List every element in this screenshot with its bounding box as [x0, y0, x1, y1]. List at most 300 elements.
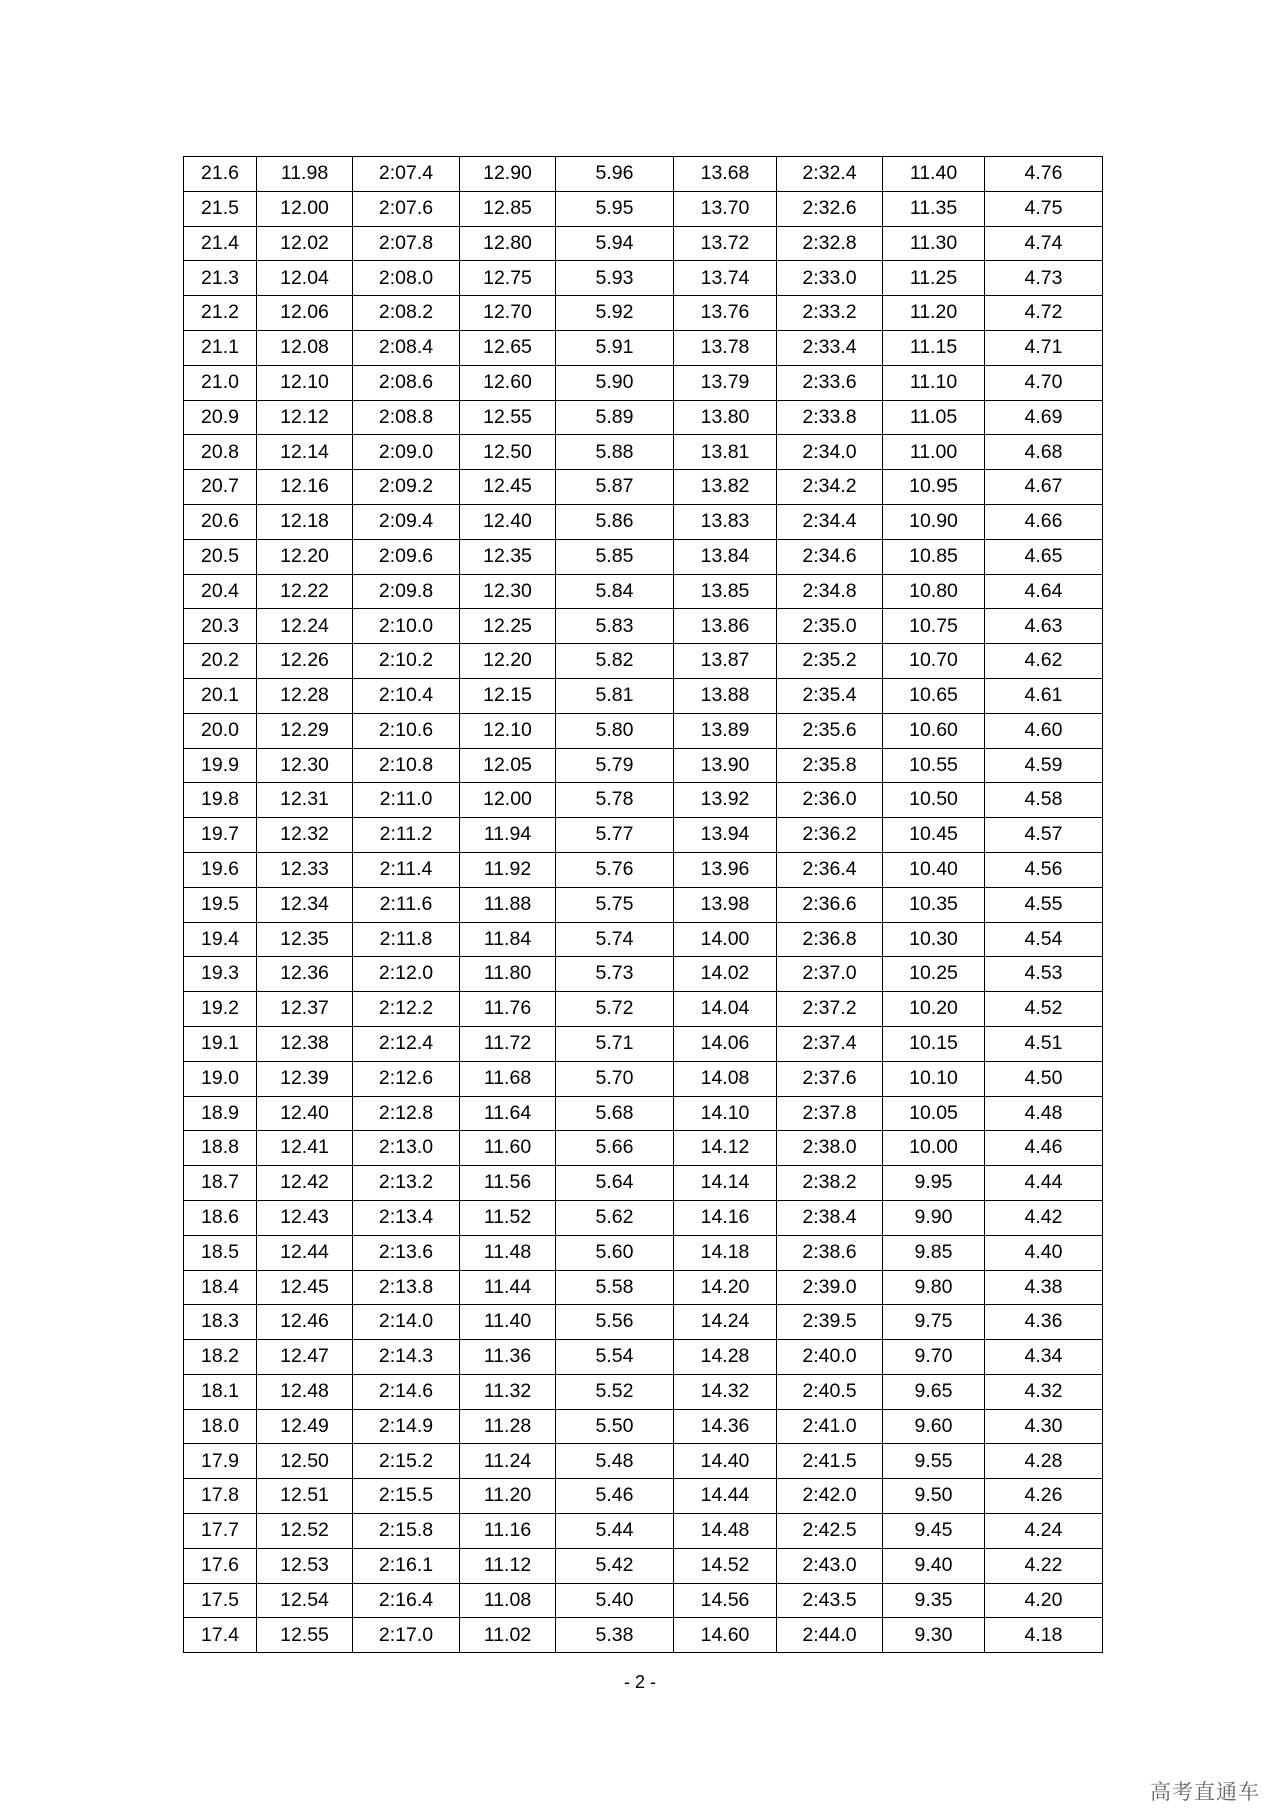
page-number: - 2 - — [623, 1672, 656, 1692]
table-cell: 2:37.8 — [777, 1096, 883, 1131]
table-cell: 11.16 — [460, 1514, 556, 1549]
table-cell: 2:44.0 — [777, 1618, 883, 1653]
table-cell: 9.50 — [883, 1479, 985, 1514]
table-cell: 9.60 — [883, 1409, 985, 1444]
table-cell: 2:35.6 — [777, 713, 883, 748]
score-table — [183, 156, 1103, 1653]
table-cell: 12.50 — [460, 435, 556, 470]
table-cell: 5.91 — [556, 330, 674, 365]
table-cell: 13.89 — [674, 713, 777, 748]
table-cell: 11.28 — [460, 1409, 556, 1444]
table-cell: 10.35 — [883, 887, 985, 922]
table-cell: 12.04 — [257, 261, 353, 296]
table-cell: 2:40.5 — [777, 1374, 883, 1409]
table-cell: 20.8 — [184, 435, 257, 470]
table-cell: 2:42.5 — [777, 1514, 883, 1549]
table-cell: 12.54 — [257, 1583, 353, 1618]
table-cell: 12.29 — [257, 713, 353, 748]
table-row — [184, 157, 1103, 192]
table-cell: 11.10 — [883, 365, 985, 400]
table-cell: 2:37.4 — [777, 1026, 883, 1061]
table-cell: 12.31 — [257, 783, 353, 818]
table-cell: 2:34.6 — [777, 539, 883, 574]
table-cell: 5.42 — [556, 1548, 674, 1583]
table-cell: 4.59 — [985, 748, 1103, 783]
table-cell: 5.80 — [556, 713, 674, 748]
table-cell: 20.7 — [184, 470, 257, 505]
table-cell: 2:12.6 — [353, 1061, 460, 1096]
table-cell: 2:33.0 — [777, 261, 883, 296]
table-cell: 2:08.0 — [353, 261, 460, 296]
table-cell: 2:33.6 — [777, 365, 883, 400]
table-cell: 4.73 — [985, 261, 1103, 296]
table-cell: 5.38 — [556, 1618, 674, 1653]
table-cell: 20.5 — [184, 539, 257, 574]
table-cell: 2:08.4 — [353, 330, 460, 365]
table-cell: 5.93 — [556, 261, 674, 296]
table-cell: 2:12.2 — [353, 992, 460, 1027]
table-cell: 2:14.3 — [353, 1340, 460, 1375]
table-cell: 13.70 — [674, 191, 777, 226]
table-cell: 12.15 — [460, 678, 556, 713]
table-cell: 12.39 — [257, 1061, 353, 1096]
table-cell: 10.65 — [883, 678, 985, 713]
table-cell: 19.7 — [184, 818, 257, 853]
table-row — [184, 1026, 1103, 1061]
table-cell: 18.4 — [184, 1270, 257, 1305]
table-cell: 5.84 — [556, 574, 674, 609]
table-cell: 2:08.6 — [353, 365, 460, 400]
table-cell: 2:33.8 — [777, 400, 883, 435]
table-cell: 4.34 — [985, 1340, 1103, 1375]
table-cell: 2:15.8 — [353, 1514, 460, 1549]
table-cell: 2:38.4 — [777, 1200, 883, 1235]
table-cell: 11.76 — [460, 992, 556, 1027]
table-cell: 12.10 — [460, 713, 556, 748]
table-cell: 2:37.0 — [777, 957, 883, 992]
table-row — [184, 1131, 1103, 1166]
table-row — [184, 574, 1103, 609]
table-cell: 12.48 — [257, 1374, 353, 1409]
table-cell: 21.5 — [184, 191, 257, 226]
table-cell: 12.28 — [257, 678, 353, 713]
table-cell: 2:11.2 — [353, 818, 460, 853]
table-cell: 2:38.0 — [777, 1131, 883, 1166]
table-cell: 14.10 — [674, 1096, 777, 1131]
table-cell: 13.72 — [674, 226, 777, 261]
table-cell: 19.5 — [184, 887, 257, 922]
table-row — [184, 644, 1103, 679]
table-row — [184, 504, 1103, 539]
table-cell: 10.90 — [883, 504, 985, 539]
table-cell: 11.00 — [883, 435, 985, 470]
table-cell: 12.49 — [257, 1409, 353, 1444]
table-cell: 10.50 — [883, 783, 985, 818]
table-cell: 17.7 — [184, 1514, 257, 1549]
table-cell: 14.18 — [674, 1235, 777, 1270]
table-cell: 11.68 — [460, 1061, 556, 1096]
table-cell: 2:12.4 — [353, 1026, 460, 1061]
table-cell: 11.25 — [883, 261, 985, 296]
table-row — [184, 330, 1103, 365]
table-cell: 4.51 — [985, 1026, 1103, 1061]
table-cell: 13.84 — [674, 539, 777, 574]
table-cell: 4.65 — [985, 539, 1103, 574]
table-cell: 11.15 — [883, 330, 985, 365]
table-cell: 2:07.8 — [353, 226, 460, 261]
table-cell: 20.4 — [184, 574, 257, 609]
table-cell: 2:38.2 — [777, 1166, 883, 1201]
table-cell: 4.24 — [985, 1514, 1103, 1549]
table-cell: 10.30 — [883, 922, 985, 957]
table-cell: 2:35.0 — [777, 609, 883, 644]
table-cell: 10.40 — [883, 852, 985, 887]
table-cell: 5.96 — [556, 157, 674, 192]
table-cell: 4.57 — [985, 818, 1103, 853]
table-cell: 2:10.6 — [353, 713, 460, 748]
table-cell: 5.58 — [556, 1270, 674, 1305]
table-cell: 12.75 — [460, 261, 556, 296]
table-cell: 14.16 — [674, 1200, 777, 1235]
table-cell: 4.30 — [985, 1409, 1103, 1444]
table-cell: 12.30 — [257, 748, 353, 783]
table-cell: 12.30 — [460, 574, 556, 609]
table-cell: 12.50 — [257, 1444, 353, 1479]
table-cell: 12.33 — [257, 852, 353, 887]
table-cell: 4.71 — [985, 330, 1103, 365]
table-cell: 10.45 — [883, 818, 985, 853]
table-cell: 5.83 — [556, 609, 674, 644]
table-cell: 10.20 — [883, 992, 985, 1027]
table-cell: 2:09.2 — [353, 470, 460, 505]
table-row — [184, 1548, 1103, 1583]
table-cell: 12.40 — [460, 504, 556, 539]
table-cell: 11.80 — [460, 957, 556, 992]
table-cell: 21.3 — [184, 261, 257, 296]
table-cell: 14.12 — [674, 1131, 777, 1166]
table-cell: 5.85 — [556, 539, 674, 574]
table-cell: 2:09.0 — [353, 435, 460, 470]
table-cell: 12.20 — [257, 539, 353, 574]
table-cell: 5.46 — [556, 1479, 674, 1514]
table-cell: 12.90 — [460, 157, 556, 192]
table-cell: 4.36 — [985, 1305, 1103, 1340]
table-cell: 19.8 — [184, 783, 257, 818]
table-row — [184, 957, 1103, 992]
table-row — [184, 1583, 1103, 1618]
table-cell: 11.05 — [883, 400, 985, 435]
table-cell: 12.55 — [257, 1618, 353, 1653]
table-cell: 11.52 — [460, 1200, 556, 1235]
table-cell: 2:34.8 — [777, 574, 883, 609]
table-row — [184, 191, 1103, 226]
table-cell: 12.53 — [257, 1548, 353, 1583]
table-cell: 19.6 — [184, 852, 257, 887]
table-row — [184, 887, 1103, 922]
table-cell: 13.98 — [674, 887, 777, 922]
table-cell: 20.2 — [184, 644, 257, 679]
table-cell: 14.48 — [674, 1514, 777, 1549]
table-cell: 13.81 — [674, 435, 777, 470]
table-cell: 12.51 — [257, 1479, 353, 1514]
table-cell: 11.35 — [883, 191, 985, 226]
table-cell: 4.60 — [985, 713, 1103, 748]
table-cell: 5.86 — [556, 504, 674, 539]
table-cell: 4.52 — [985, 992, 1103, 1027]
table-cell: 13.74 — [674, 261, 777, 296]
table-cell: 12.70 — [460, 296, 556, 331]
table-cell: 4.18 — [985, 1618, 1103, 1653]
table-cell: 13.96 — [674, 852, 777, 887]
table-cell: 12.46 — [257, 1305, 353, 1340]
table-row — [184, 852, 1103, 887]
table-cell: 5.56 — [556, 1305, 674, 1340]
table-cell: 5.89 — [556, 400, 674, 435]
table-cell: 11.24 — [460, 1444, 556, 1479]
table-cell: 2:11.4 — [353, 852, 460, 887]
table-cell: 2:36.4 — [777, 852, 883, 887]
table-cell: 14.52 — [674, 1548, 777, 1583]
table-cell: 10.15 — [883, 1026, 985, 1061]
table-cell: 4.74 — [985, 226, 1103, 261]
table-cell: 4.40 — [985, 1235, 1103, 1270]
table-row — [184, 1096, 1103, 1131]
table-cell: 5.40 — [556, 1583, 674, 1618]
table-cell: 11.60 — [460, 1131, 556, 1166]
table-cell: 17.4 — [184, 1618, 257, 1653]
table-cell: 5.70 — [556, 1061, 674, 1096]
table-cell: 10.75 — [883, 609, 985, 644]
table-cell: 2:32.6 — [777, 191, 883, 226]
table-cell: 4.67 — [985, 470, 1103, 505]
table-cell: 12.65 — [460, 330, 556, 365]
table-row — [184, 818, 1103, 853]
table-cell: 2:43.0 — [777, 1548, 883, 1583]
table-cell: 12.85 — [460, 191, 556, 226]
table-cell: 4.72 — [985, 296, 1103, 331]
table-cell: 17.9 — [184, 1444, 257, 1479]
table-cell: 4.63 — [985, 609, 1103, 644]
table-cell: 13.87 — [674, 644, 777, 679]
table-cell: 2:39.5 — [777, 1305, 883, 1340]
table-cell: 11.30 — [883, 226, 985, 261]
table-cell: 2:07.6 — [353, 191, 460, 226]
table-cell: 5.71 — [556, 1026, 674, 1061]
table-cell: 4.53 — [985, 957, 1103, 992]
table-cell: 5.76 — [556, 852, 674, 887]
table-cell: 13.92 — [674, 783, 777, 818]
table-cell: 5.75 — [556, 887, 674, 922]
table-cell: 5.54 — [556, 1340, 674, 1375]
table-cell: 2:10.8 — [353, 748, 460, 783]
table-cell: 12.20 — [460, 644, 556, 679]
table-cell: 9.55 — [883, 1444, 985, 1479]
table-row — [184, 1200, 1103, 1235]
table-cell: 2:41.5 — [777, 1444, 883, 1479]
table-cell: 17.6 — [184, 1548, 257, 1583]
table-cell: 2:40.0 — [777, 1340, 883, 1375]
table-cell: 14.36 — [674, 1409, 777, 1444]
table-cell: 4.58 — [985, 783, 1103, 818]
table-cell: 12.02 — [257, 226, 353, 261]
table-cell: 2:35.2 — [777, 644, 883, 679]
table-row — [184, 1444, 1103, 1479]
table-cell: 11.72 — [460, 1026, 556, 1061]
table-cell: 21.6 — [184, 157, 257, 192]
table-cell: 2:37.2 — [777, 992, 883, 1027]
table-cell: 12.42 — [257, 1166, 353, 1201]
table-cell: 2:09.8 — [353, 574, 460, 609]
table-cell: 12.40 — [257, 1096, 353, 1131]
table-cell: 14.20 — [674, 1270, 777, 1305]
table-cell: 4.68 — [985, 435, 1103, 470]
table-cell: 2:41.0 — [777, 1409, 883, 1444]
table-cell: 11.98 — [257, 157, 353, 192]
table-cell: 12.00 — [460, 783, 556, 818]
table-cell: 5.87 — [556, 470, 674, 505]
table-cell: 19.3 — [184, 957, 257, 992]
table-cell: 4.46 — [985, 1131, 1103, 1166]
table-cell: 9.40 — [883, 1548, 985, 1583]
table-row — [184, 1061, 1103, 1096]
table-cell: 2:14.0 — [353, 1305, 460, 1340]
table-cell: 4.56 — [985, 852, 1103, 887]
table-cell: 2:10.4 — [353, 678, 460, 713]
table-cell: 19.9 — [184, 748, 257, 783]
table-cell: 14.40 — [674, 1444, 777, 1479]
table-cell: 5.74 — [556, 922, 674, 957]
table-cell: 19.4 — [184, 922, 257, 957]
table-cell: 14.04 — [674, 992, 777, 1027]
table-cell: 12.41 — [257, 1131, 353, 1166]
table-cell: 13.90 — [674, 748, 777, 783]
table-cell: 4.69 — [985, 400, 1103, 435]
table-cell: 5.81 — [556, 678, 674, 713]
table-cell: 14.60 — [674, 1618, 777, 1653]
table-cell: 9.90 — [883, 1200, 985, 1235]
table-cell: 5.92 — [556, 296, 674, 331]
table-row — [184, 713, 1103, 748]
table-cell: 4.50 — [985, 1061, 1103, 1096]
table-cell: 2:15.2 — [353, 1444, 460, 1479]
table-cell: 4.26 — [985, 1479, 1103, 1514]
table-cell: 13.85 — [674, 574, 777, 609]
table-cell: 11.20 — [883, 296, 985, 331]
table-cell: 9.85 — [883, 1235, 985, 1270]
table-cell: 10.55 — [883, 748, 985, 783]
table-cell: 12.38 — [257, 1026, 353, 1061]
table-cell: 13.78 — [674, 330, 777, 365]
table-cell: 2:09.4 — [353, 504, 460, 539]
table-cell: 12.05 — [460, 748, 556, 783]
table-row — [184, 678, 1103, 713]
table-cell: 12.00 — [257, 191, 353, 226]
table-cell: 10.70 — [883, 644, 985, 679]
table-cell: 12.80 — [460, 226, 556, 261]
table-cell: 13.88 — [674, 678, 777, 713]
table-cell: 12.45 — [257, 1270, 353, 1305]
table-cell: 12.16 — [257, 470, 353, 505]
table-cell: 18.7 — [184, 1166, 257, 1201]
table-cell: 12.47 — [257, 1340, 353, 1375]
table-cell: 2:42.0 — [777, 1479, 883, 1514]
table-cell: 9.70 — [883, 1340, 985, 1375]
table-cell: 18.1 — [184, 1374, 257, 1409]
table-cell: 9.30 — [883, 1618, 985, 1653]
table-row — [184, 1235, 1103, 1270]
table-cell: 12.45 — [460, 470, 556, 505]
table-cell: 2:32.8 — [777, 226, 883, 261]
table-cell: 2:37.6 — [777, 1061, 883, 1096]
table-cell: 2:36.0 — [777, 783, 883, 818]
table-cell: 4.62 — [985, 644, 1103, 679]
table-row — [184, 1166, 1103, 1201]
table-cell: 18.5 — [184, 1235, 257, 1270]
table-cell: 12.06 — [257, 296, 353, 331]
table-cell: 12.26 — [257, 644, 353, 679]
table-cell: 10.95 — [883, 470, 985, 505]
table-cell: 19.0 — [184, 1061, 257, 1096]
table-row — [184, 470, 1103, 505]
table-cell: 2:36.2 — [777, 818, 883, 853]
table-cell: 14.08 — [674, 1061, 777, 1096]
table-cell: 2:10.0 — [353, 609, 460, 644]
table-cell: 11.94 — [460, 818, 556, 853]
table-cell: 19.1 — [184, 1026, 257, 1061]
table-cell: 12.35 — [257, 922, 353, 957]
table-cell: 5.44 — [556, 1514, 674, 1549]
table-cell: 13.80 — [674, 400, 777, 435]
table-row — [184, 748, 1103, 783]
table-cell: 2:14.6 — [353, 1374, 460, 1409]
table-body — [184, 157, 1103, 1653]
table-cell: 11.36 — [460, 1340, 556, 1375]
table-cell: 2:12.8 — [353, 1096, 460, 1131]
table-cell: 12.34 — [257, 887, 353, 922]
table-row — [184, 922, 1103, 957]
table-cell: 12.32 — [257, 818, 353, 853]
table-cell: 5.77 — [556, 818, 674, 853]
table-cell: 17.8 — [184, 1479, 257, 1514]
table-cell: 10.10 — [883, 1061, 985, 1096]
table-cell: 4.38 — [985, 1270, 1103, 1305]
table-cell: 2:34.4 — [777, 504, 883, 539]
table-cell: 11.20 — [460, 1479, 556, 1514]
table-cell: 11.84 — [460, 922, 556, 957]
table-row — [184, 1514, 1103, 1549]
table-cell: 13.79 — [674, 365, 777, 400]
table-cell: 11.44 — [460, 1270, 556, 1305]
table-cell: 14.02 — [674, 957, 777, 992]
table-cell: 12.60 — [460, 365, 556, 400]
table-cell: 14.00 — [674, 922, 777, 957]
table-cell: 12.24 — [257, 609, 353, 644]
table-cell: 10.80 — [883, 574, 985, 609]
table-cell: 5.94 — [556, 226, 674, 261]
table-cell: 11.08 — [460, 1583, 556, 1618]
table-cell: 2:33.2 — [777, 296, 883, 331]
table-cell: 17.5 — [184, 1583, 257, 1618]
table-cell: 13.94 — [674, 818, 777, 853]
table-cell: 9.80 — [883, 1270, 985, 1305]
table-row — [184, 1374, 1103, 1409]
table-row — [184, 296, 1103, 331]
table-cell: 14.32 — [674, 1374, 777, 1409]
table-cell: 11.40 — [460, 1305, 556, 1340]
table-cell: 2:07.4 — [353, 157, 460, 192]
table-cell: 2:34.0 — [777, 435, 883, 470]
table-cell: 14.28 — [674, 1340, 777, 1375]
